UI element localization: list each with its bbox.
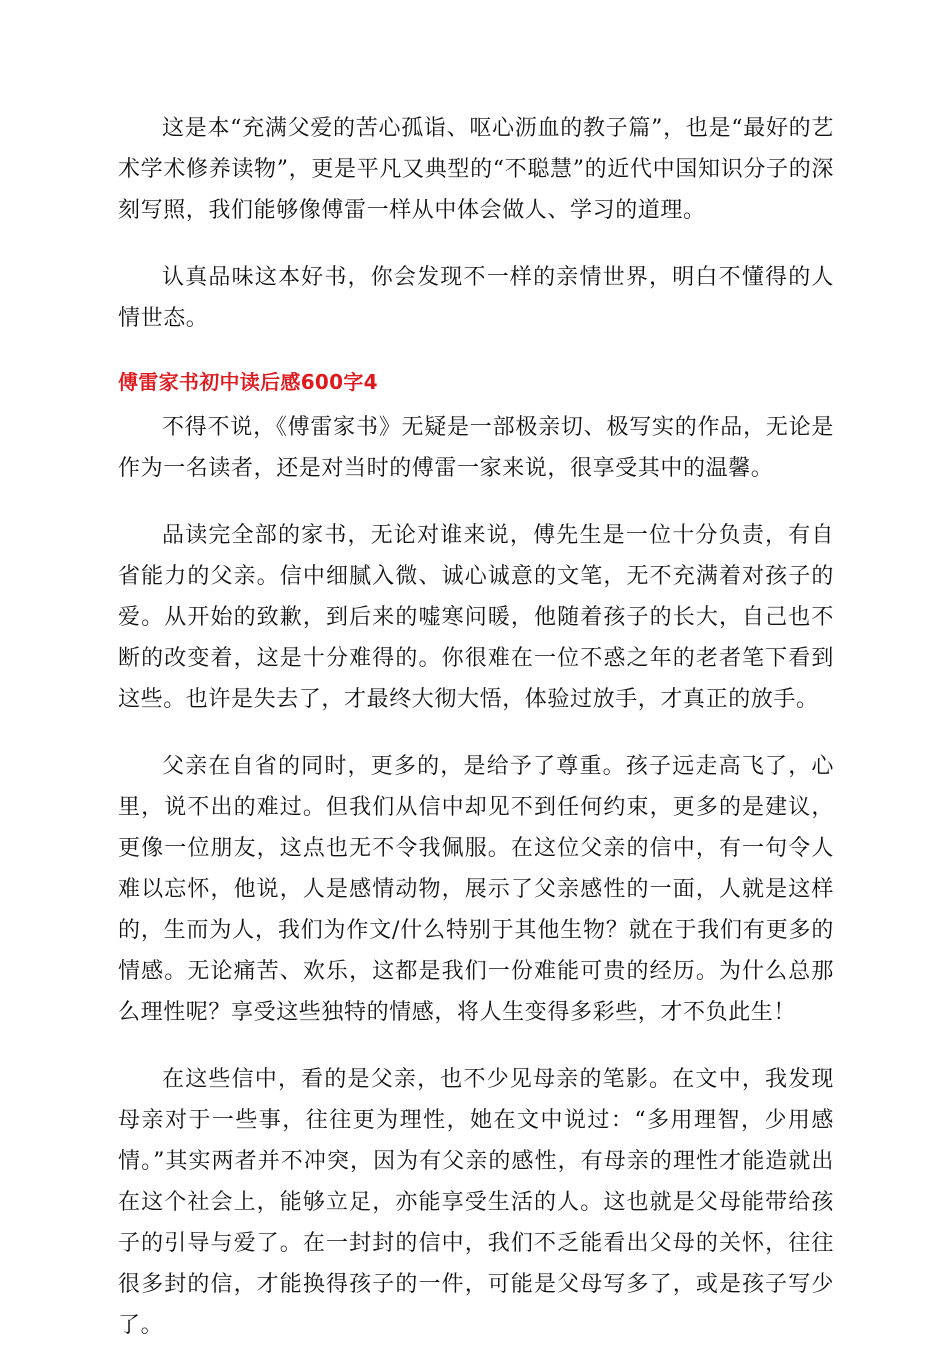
section-heading: 傅雷家书初中读后感600字4 — [118, 370, 378, 394]
section-paragraph-4: 在这些信中，看的是父亲，也不少见母亲的笔影。在文中，我发现母亲对于一些事，往往更为理性，她在文中说过：“多用理智，少用感情。”其实两者并不冲突，因为有父亲的感性，有母亲的理性才能造就出在这个社会上，能够立足，亦能享受生活的人。这也就是父母能带给孩子的引导与爱了。在一封封的信中，我们不乏能看出父母的关怀，往往很多封的信，才能换得孩子的一件，可能是父母写多了，或是孩子写少了。 — [118, 1067, 834, 1338]
document-body — [118, 108, 834, 1372]
section-paragraph-2: 品读完全部的家书，无论对谁来说，傅先生是一位十分负责，有自省能力的父亲。信中细腻入微、诚心诚意的文笔，无不充满着对孩子的爱。从开始的致歉，到后来的嘘寒问暖，他随着孩子的长大，自己也不断的改变着，这是十分难得的。你很难在一位不惑之年的老者笔下看到这些。也许是失去了，才最终大彻大悟，体验过放手，才真正的放手。 — [118, 523, 834, 712]
section-paragraph-3: 父亲在自省的同时，更多的，是给予了尊重。孩子远走高飞了，心里，说不出的难过。但我们从信中却见不到任何约束，更多的是建议，更像一位朋友，这点也无不令我佩服。在这位父亲的信中，有一句令人难以忘怀，他说，人是感情动物，展示了父亲感性的一面，人就是这样的，生而为人，我们为作文/什么特别于其他生物？就在于我们有更多的情感。无论痛苦、欢乐，这都是我们一份难能可贵的经历。为什么总那么理性呢？享受这些独特的情感，将人生变得多彩些，才不负此生！ — [118, 754, 834, 1025]
intro-paragraph-1: 这是本“充满父爱的苦心孤诣、呕心沥血的教子篇”，也是“最好的艺术学术修养读物”，更是平凡又典型的“不聪慧”的近代中国知识分子的深刻写照，我们能够像傅雷一样从中体会做人、学习的道理。 — [118, 116, 834, 223]
intro-paragraph-2: 认真品味这本好书，你会发现不一样的亲情世界，明白不懂得的人情世态。 — [118, 265, 834, 331]
section-paragraph-1: 不得不说，《傅雷家书》无疑是一部极亲切、极写实的作品，无论是作为一名读者，还是对当时的傅雷一家来说，很享受其中的温馨。 — [118, 415, 834, 481]
